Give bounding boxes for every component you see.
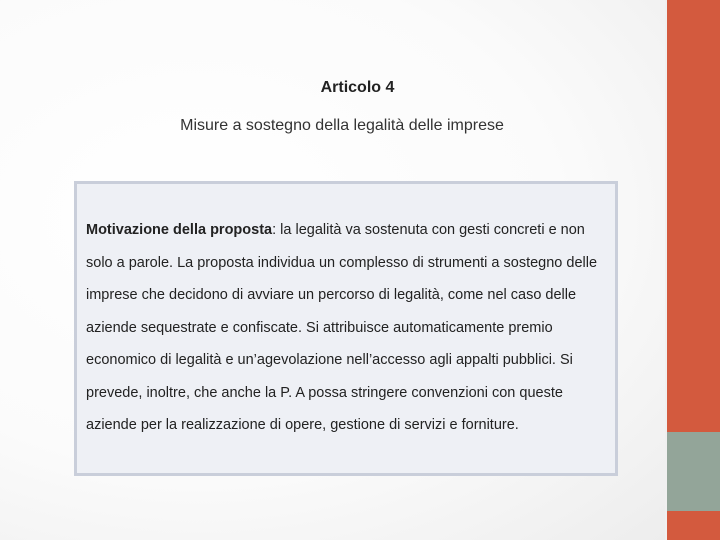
content-box xyxy=(74,181,618,476)
slide-subtitle: Misure a sostegno della legalità delle imprese xyxy=(180,117,504,134)
content-body: : la legalità va sostenuta con gesti concreti e non solo a parole. La proposta individua un complesso di strumenti a sostegno delle imprese che decidono di avviare un percorso di legalità, come nel caso delle aziende sequestrate e confiscate. Si attribuisce automaticamente premio economico di legalità e un’agevolazione nell’accesso agli appalti pubblici. Si prevede, inoltre, che anche la P. A possa stringere convenzioni con queste aziende per la realizzazione di opere, gestione di servizi e forniture. xyxy=(86,222,598,433)
side-bar-green xyxy=(665,432,720,511)
side-bar-red-bottom xyxy=(665,511,720,540)
decorative-side-bar xyxy=(665,0,720,540)
slide-title: Articolo 4 xyxy=(320,79,395,96)
content-paragraph xyxy=(86,214,605,442)
content-lead: Motivazione della proposta xyxy=(86,222,273,238)
side-bar-red-top xyxy=(665,0,720,432)
